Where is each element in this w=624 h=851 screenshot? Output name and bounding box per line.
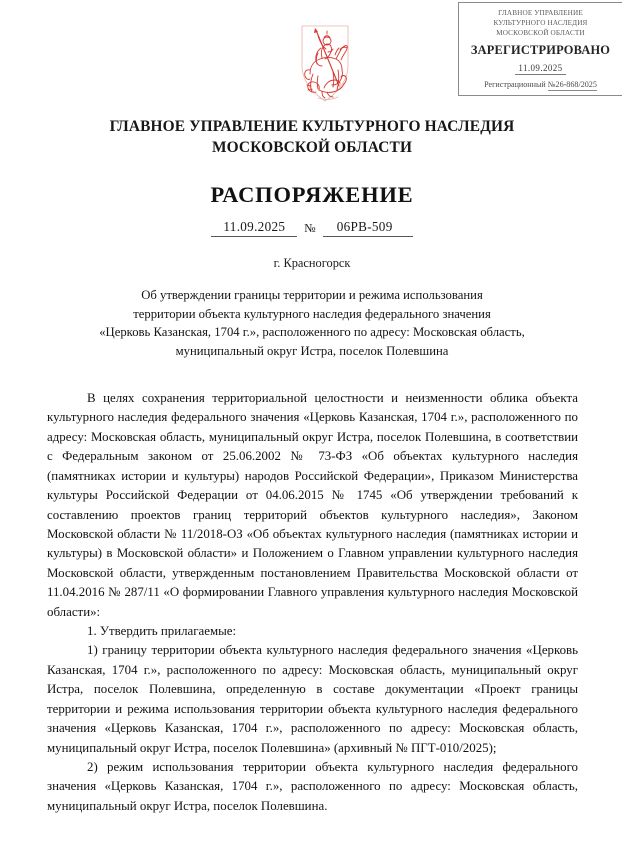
document-date: 11.09.2025 bbox=[211, 219, 297, 237]
date-number-row bbox=[47, 219, 577, 237]
document-number: 06РВ-509 bbox=[323, 219, 413, 237]
registration-stamp-number-value: 26-868/2025 bbox=[555, 79, 597, 89]
registration-stamp-org-line-1: ГЛАВНОЕ УПРАВЛЕНИЕ bbox=[498, 9, 583, 17]
document-kind-title: РАСПОРЯЖЕНИЕ bbox=[210, 182, 414, 208]
number-symbol: № bbox=[304, 221, 316, 236]
subject-line-3: «Церковь Казанская, 1704 г.», расположенного по адресу: Московская область, bbox=[99, 325, 525, 340]
registration-stamp-number-symbol: № bbox=[547, 79, 556, 89]
registration-stamp-organization bbox=[465, 8, 616, 39]
organization-name-line-2: МОСКОВСКОЙ ОБЛАСТИ bbox=[211, 138, 413, 156]
organization-name-line-1: ГЛАВНОЕ УПРАВЛЕНИЕ КУЛЬТУРНОГО НАСЛЕДИЯ bbox=[109, 118, 515, 135]
registration-stamp-org-line-3: МОСКОВСКОЙ ОБЛАСТИ bbox=[496, 29, 585, 38]
coat-of-arms-icon bbox=[294, 22, 356, 106]
body-item-1-2: 2) режим использования территории объекта культурного наследия федерального значения «Церковь Казанская, 1704 г.», расположенного по адресу: Московская область, муниципальный округ Истра, поселок Полевшина. bbox=[47, 760, 578, 813]
subject-line-2: территории объекта культурного наследия федерального значения bbox=[133, 306, 491, 321]
registration-stamp-org-line-2: КУЛЬТУРНОГО НАСЛЕДИЯ bbox=[493, 19, 588, 28]
body-item-1: 1. Утвердить прилагаемые: bbox=[87, 624, 237, 639]
document-city: г. Красногорск bbox=[273, 256, 351, 271]
body-preamble: В целях сохранения территориальной целостности и неизменности облика объекта культурного наследия федерального значения «Церковь Казанская, 1704 г.», расположенного по адресу: Московская область, муниципальный округ Истра, поселок Полевшина, в соответствии с Федеральным законом от 25.06.2002 № 73-ФЗ «Об объектах культурного наследия (памятниках истории и культуры) народов Российской Федерации», Приказом Министерства культуры Российской Федерации от 04.06.2015 № 1745 «Об утверждении требований к составлению проектов границ территорий объектов культурного наследия», Законом Московской области № 11/2018-ОЗ «Об объектах культурного наследия (памятниках истории и культуры) в Московской области» и Положением о Главном управлении культурного наследия Московской области, утвержденным постановлением Правительства Московской области от 11.04.2016 № 287/11 «О формировании Главного управления культурного наследия Московской области»: bbox=[47, 391, 578, 619]
registration-stamp-date: 11.09.2025 bbox=[515, 63, 565, 75]
organization-name bbox=[47, 117, 577, 158]
registration-stamp-number-label: Регистрационный bbox=[484, 79, 546, 89]
document-subject bbox=[60, 286, 564, 361]
subject-line-4: муниципальный округ Истра, поселок Полевшина bbox=[175, 344, 449, 359]
registration-stamp-number bbox=[465, 80, 616, 89]
subject-line-1: Об утверждении границы территории и режима использования bbox=[141, 288, 483, 302]
registration-stamp-status: ЗАРЕГИСТРИРОВАНО bbox=[470, 42, 611, 57]
document-header bbox=[47, 117, 577, 271]
registration-stamp bbox=[458, 2, 622, 96]
body-item-1-1: 1) границу территории объекта культурного наследия федерального значения «Церковь Казанская, 1704 г.», расположенного по адресу: Московская область, муниципальный округ Истра, поселок Полевшина, определенную в составе документации «Проект границы территории и режима использования территории объекта культурного наследия федерального значения «Церковь Казанская, 1704 г.», расположенного по адресу: Московская область, муниципальный округ Истра, поселок Полевшина» (архивный № ПГТ-010/2025); bbox=[47, 643, 578, 755]
document-body bbox=[47, 389, 578, 816]
